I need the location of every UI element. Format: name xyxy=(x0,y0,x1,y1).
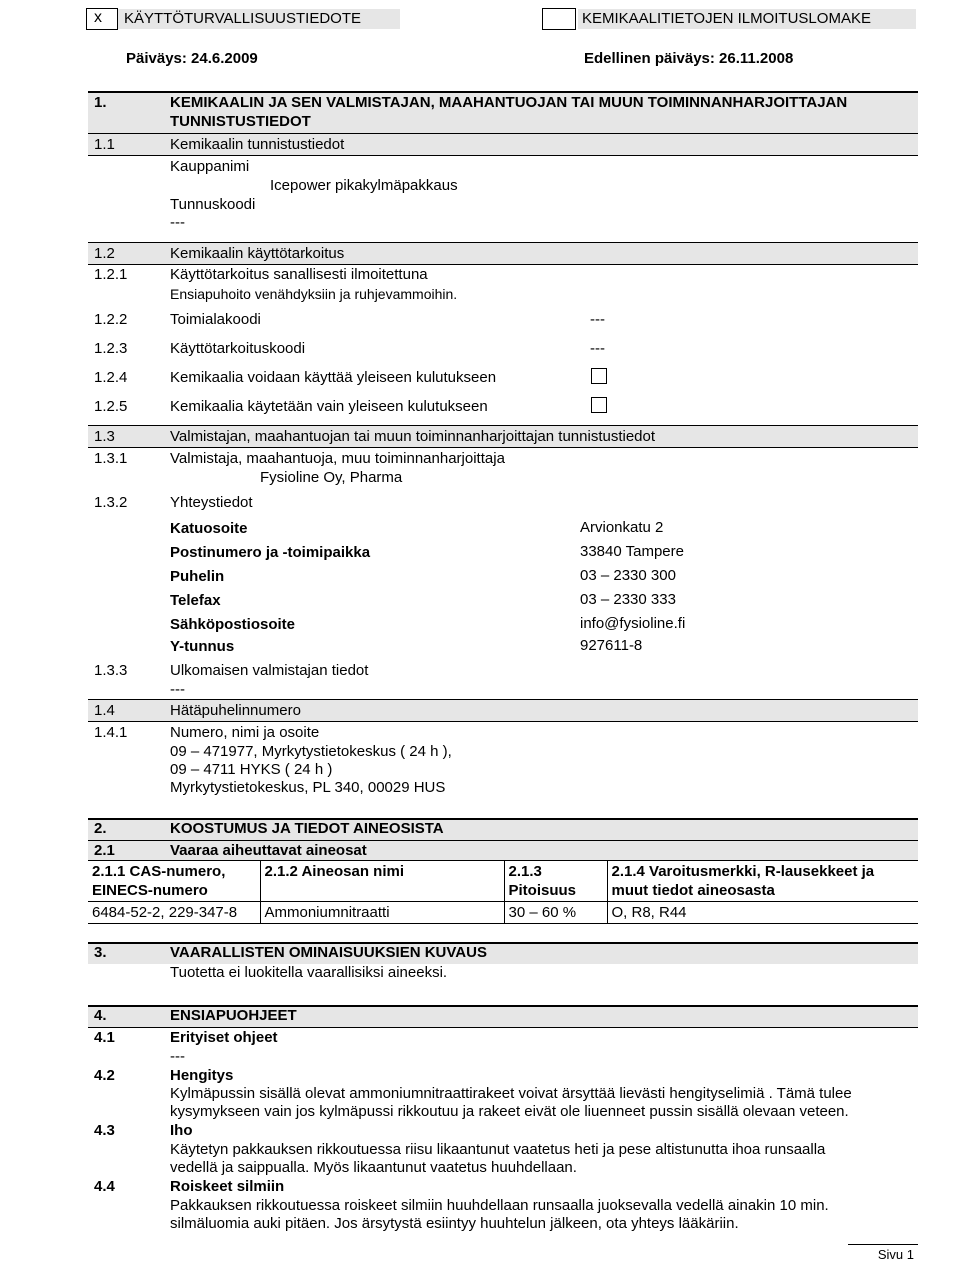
section-4-number: 4. xyxy=(94,1007,107,1024)
section-2-title: KOOSTUMUS JA TIEDOT AINEOSISTA xyxy=(170,820,444,837)
section-1-2-2-number: 1.2.2 xyxy=(94,311,128,328)
section-1-3-3-value: --- xyxy=(170,681,185,698)
doc-type-checkbox-right[interactable] xyxy=(542,8,576,30)
section-1-1-number: 1.1 xyxy=(94,136,115,153)
footer-rule xyxy=(848,1244,918,1245)
contact-label-fax: Telefax xyxy=(170,592,221,609)
section-1-3-bottom-rule xyxy=(88,447,918,448)
contact-label-business-id: Y-tunnus xyxy=(170,638,235,655)
contact-value-street: Arvionkatu 2 xyxy=(580,519,664,536)
section-4-4-title: Roiskeet silmiin xyxy=(170,1178,285,1195)
table-header-name: 2.1.2 Aineosan nimi xyxy=(260,861,504,902)
section-2-number: 2. xyxy=(94,820,107,837)
section-1-3-3-title: Ulkomaisen valmistajan tiedot xyxy=(170,662,369,679)
table-row xyxy=(88,902,918,924)
doc-type-left-label: KÄYTTÖTURVALLISUUSTIEDOTE xyxy=(124,10,361,27)
section-1-2-2-title: Toimialakoodi xyxy=(170,311,261,328)
section-1-3-1-number: 1.3.1 xyxy=(94,450,128,467)
section-1-2-1-title: Käyttötarkoitus sanallisesti ilmoitettuna xyxy=(170,266,428,283)
section-1-2-3-title: Käyttötarkoituskoodi xyxy=(170,340,306,357)
section-1-4-bottom-rule xyxy=(88,721,918,722)
section-4-3-number: 4.3 xyxy=(94,1122,115,1139)
section-2-1-number: 2.1 xyxy=(94,842,115,859)
section-4-4-line1: Pakkauksen rikkoutuessa roiskeet silmiin huuhdellaan runsaalla juoksevalla vedellä ainakin 10 min. xyxy=(170,1197,829,1214)
section-4-2-line2: kysymykseen vain jos kylmäpussi rikkoutuu ja rakeet eivät ole liuenneet pussin sisällä olevaan veteen. xyxy=(170,1103,849,1120)
doc-type-right-label: KEMIKAALITIETOJEN ILMOITUSLOMAKE xyxy=(582,10,871,27)
section-1-title-line1: KEMIKAALIN JA SEN VALMISTAJAN, MAAHANTUOJAN TAI MUUN TOIMINNANHARJOITTAJAN xyxy=(170,94,848,111)
section-4-2-title: Hengitys xyxy=(170,1067,234,1084)
section-1-3-3-number: 1.3.3 xyxy=(94,662,128,679)
section-1-2-title: Kemikaalin käyttötarkoitus xyxy=(170,245,345,262)
consumer-use-checkbox[interactable] xyxy=(591,368,607,384)
section-3-text: Tuotetta ei luokitella vaarallisiksi aineeksi. xyxy=(170,964,448,981)
section-4-title: ENSIAPUOHJEET xyxy=(170,1007,297,1024)
doc-type-mark: x xyxy=(94,9,102,26)
section-4-1-title: Erityiset ohjeet xyxy=(170,1029,278,1046)
section-1-3-title: Valmistajan, maahantuojan tai muun toiminnanharjoittajan tunnistustiedot xyxy=(170,428,656,445)
section-1-1-title: Kemikaalin tunnistustiedot xyxy=(170,136,345,153)
components-table xyxy=(88,861,918,924)
page-number: Sivu 1 xyxy=(877,1247,914,1262)
section-4-2-line1: Kylmäpussin sisällä olevat ammoniumnitraattirakeet voivat ärsyttää lievästi hengityselimiä . Tämä tulee xyxy=(170,1085,852,1102)
section-1-2-number: 1.2 xyxy=(94,245,115,262)
section-1-2-1-number: 1.2.1 xyxy=(94,266,128,283)
id-code-value: --- xyxy=(170,214,185,231)
table-header-cas: 2.1.1 CAS-numero, EINECS-numero xyxy=(88,861,260,902)
section-1-2-2-value: --- xyxy=(590,311,605,328)
emergency-line-3: Myrkytystietokeskus, PL 340, 00029 HUS xyxy=(170,779,446,796)
section-4-3-title: Iho xyxy=(170,1122,193,1139)
section-1-3-1-title: Valmistaja, maahantuoja, muu toiminnanharjoittaja xyxy=(170,450,505,467)
trade-name-label: Kauppanimi xyxy=(170,158,250,175)
contact-value-business-id: 927611-8 xyxy=(580,637,643,654)
section-1-4-1-title: Numero, nimi ja osoite xyxy=(170,724,320,741)
section-1-3-number: 1.3 xyxy=(94,428,115,445)
date-label: Päiväys: 24.6.2009 xyxy=(126,50,258,67)
table-cell-cas: 6484-52-2, 229-347-8 xyxy=(88,902,260,924)
section-1-title-line2: TUNNISTUSTIEDOT xyxy=(170,113,311,130)
table-cell-warnings: O, R8, R44 xyxy=(607,902,918,924)
section-4-1-number: 4.1 xyxy=(94,1029,115,1046)
section-1-3-2-number: 1.3.2 xyxy=(94,494,128,511)
section-4-bottom-rule xyxy=(88,1027,918,1028)
contact-label-street: Katuosoite xyxy=(170,520,248,537)
contact-label-postal: Postinumero ja -toimipaikka xyxy=(170,544,371,561)
section-1-4-number: 1.4 xyxy=(94,702,115,719)
emergency-line-1: 09 – 471977, Myrkytystietokeskus ( 24 h ), xyxy=(170,743,452,760)
section-1-2-5-title: Kemikaalia käytetään vain yleiseen kulutukseen xyxy=(170,398,488,415)
section-4-4-line2: silmäluomia auki pitäen. Jos ärsytystä esiintyy huuhtelun jälkeen, ota yhteys lääkäriin. xyxy=(170,1215,739,1232)
trade-name-value: Icepower pikakylmäpakkaus xyxy=(270,177,458,194)
contact-value-postal: 33840 Tampere xyxy=(580,543,684,560)
section-1-3-2-title: Yhteystiedot xyxy=(170,494,253,511)
section-1-2-bottom-rule xyxy=(88,264,918,265)
contact-value-email[interactable]: info@fysioline.fi xyxy=(580,615,686,632)
consumer-only-checkbox[interactable] xyxy=(591,397,607,413)
table-cell-concentration: 30 – 60 % xyxy=(504,902,607,924)
section-1-2-5-number: 1.2.5 xyxy=(94,398,128,415)
section-1-2-1-value: Ensiapuhoito venähdyksiin ja ruhjevammoihin. xyxy=(170,286,458,302)
section-1-2-4-title: Kemikaalia voidaan käyttää yleiseen kulutukseen xyxy=(170,369,497,386)
section-1-number: 1. xyxy=(94,94,107,111)
components-table-header xyxy=(88,861,918,902)
section-4-4-number: 4.4 xyxy=(94,1178,115,1195)
table-header-warnings: 2.1.4 Varoitusmerkki, R-lausekkeet ja muut tiedot aineosasta xyxy=(607,861,918,902)
section-1-3-1-value: Fysioline Oy, Pharma xyxy=(260,469,403,486)
section-4-2-number: 4.2 xyxy=(94,1067,115,1084)
section-4-3-line2: vedellä ja saippualla. Myös likaantunut vaatetus huuhdellaan. xyxy=(170,1159,577,1176)
table-header-concentration: 2.1.3 Pitoisuus xyxy=(504,861,607,902)
section-1-4-1-number: 1.4.1 xyxy=(94,724,128,741)
section-4-3-line1: Käytetyn pakkauksen rikkoutuessa riisu likaantunut vaatetus heti ja pese altistunutta ihoa runsaalla xyxy=(170,1141,826,1158)
doc-type-checkbox-left[interactable] xyxy=(86,8,118,30)
section-3-number: 3. xyxy=(94,944,107,961)
emergency-line-2: 09 – 4711 HYKS ( 24 h ) xyxy=(170,761,333,778)
section-1-4-title: Hätäpuhelinnumero xyxy=(170,702,301,719)
contact-value-phone: 03 – 2330 300 xyxy=(580,567,676,584)
section-2-1-title: Vaaraa aiheuttavat aineosat xyxy=(170,842,367,859)
contact-label-email: Sähköpostiosoite xyxy=(170,616,296,633)
section-1-2-4-number: 1.2.4 xyxy=(94,369,128,386)
section-4-1-value: --- xyxy=(170,1048,185,1065)
section-1-2-3-number: 1.2.3 xyxy=(94,340,128,357)
contact-value-fax: 03 – 2330 333 xyxy=(580,591,676,608)
id-code-label: Tunnuskoodi xyxy=(170,196,256,213)
contact-label-phone: Puhelin xyxy=(170,568,225,585)
section-1-1-bottom-rule xyxy=(88,155,918,156)
section-3-title: VAARALLISTEN OMINAISUUKSIEN KUVAUS xyxy=(170,944,487,961)
table-cell-name: Ammoniumnitraatti xyxy=(260,902,504,924)
section-1-2-3-value: --- xyxy=(590,340,605,357)
prev-date-label: Edellinen päiväys: 26.11.2008 xyxy=(584,50,794,67)
